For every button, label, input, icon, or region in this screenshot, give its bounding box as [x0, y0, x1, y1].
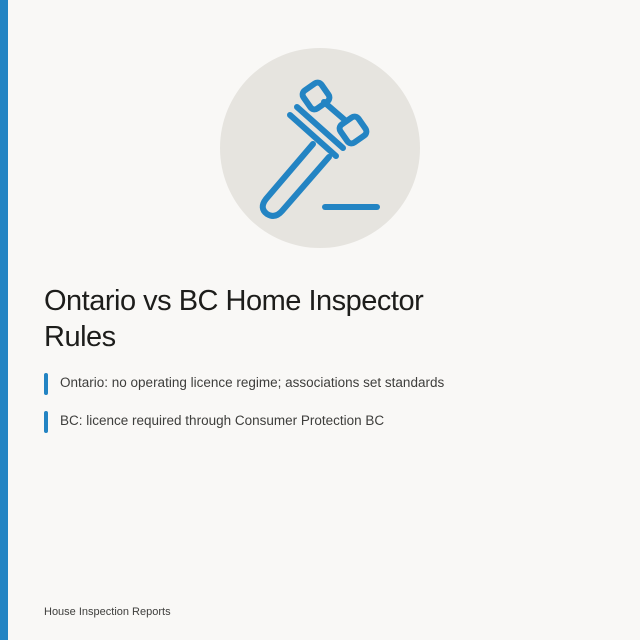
icon-circle	[220, 48, 420, 248]
list-item-text: BC: licence required through Consumer Protection BC	[60, 413, 385, 428]
list-item-ontario	[44, 372, 444, 396]
list-item-bc	[44, 410, 444, 434]
bullet-marker	[44, 373, 48, 395]
page-title: Ontario vs BC Home Inspector Rules	[44, 285, 424, 353]
list-item-text: Ontario: no operating licence regime; associations set standards	[60, 375, 445, 390]
footer-brand: House Inspection Reports	[44, 606, 171, 618]
bullet-marker	[44, 411, 48, 433]
gavel-icon	[220, 48, 420, 248]
comparison-list	[44, 372, 444, 448]
accent-bar	[0, 0, 8, 640]
